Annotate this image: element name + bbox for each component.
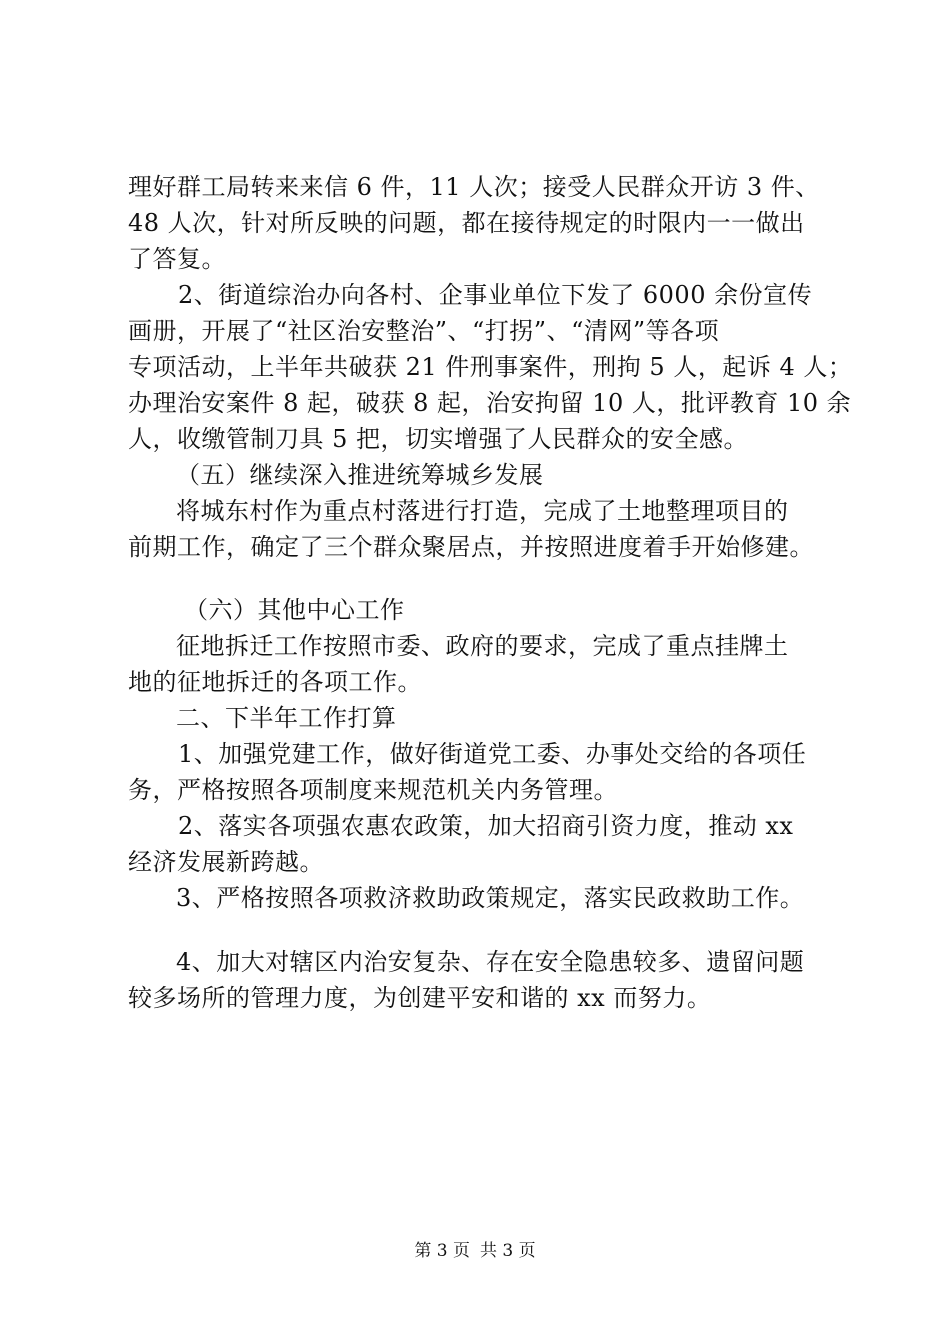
paragraph-line: 2、街道综治办向各村、企事业单位下发了 6000 余份宣传 [178, 281, 813, 309]
paragraph-line: 1、加强党建工作，做好街道党工委、办事处交给的各项任 [178, 740, 807, 768]
paragraph-line: 画册，开展了“社区治安整治”、“打拐”、“清网”等各项 [128, 317, 720, 345]
paragraph-line: 人，收缴管制刀具 5 把，切实增强了人民群众的安全感。 [128, 425, 749, 453]
page-number: 第 3 页 [414, 1241, 470, 1261]
paragraph-line: 经济发展新跨越。 [128, 848, 324, 876]
paragraph-line: 地的征地拆迁的各项工作。 [128, 668, 422, 696]
section-heading: （五）继续深入推进统筹城乡发展 [176, 461, 544, 489]
paragraph-line: 48 人次，针对所反映的问题，都在接待规定的时限内一一做出 [128, 209, 805, 237]
paragraph-line: 了答复。 [128, 245, 226, 273]
paragraph-line: 4、加大对辖区内治安复杂、存在安全隐患较多、遗留问题 [176, 948, 805, 976]
paragraph-line: 前期工作，确定了三个群众聚居点，并按照进度着手开始修建。 [128, 533, 814, 561]
page-footer [0, 1240, 950, 1262]
paragraph-line: 专项活动，上半年共破获 21 件刑事案件，刑拘 5 人，起诉 4 人； [128, 353, 853, 381]
paragraph-line: 征地拆迁工作按照市委、政府的要求，完成了重点挂牌土 [176, 632, 789, 660]
page-total: 共 3 页 [480, 1241, 536, 1261]
paragraph-line: 3、严格按照各项救济救助政策规定，落实民政救助工作。 [176, 884, 805, 912]
paragraph-line: 务，严格按照各项制度来规范机关内务管理。 [128, 776, 618, 804]
paragraph-line: 2、落实各项强农惠农政策，加大招商引资力度，推动 xx [178, 812, 794, 840]
paragraph-line: 办理治安案件 8 起，破获 8 起，治安拘留 10 人，批评教育 10 余 [128, 389, 852, 417]
section-heading: （六）其他中心工作 [184, 596, 405, 624]
section-heading: 二、下半年工作打算 [176, 704, 397, 732]
paragraph-line: 将城东村作为重点村落进行打造，完成了土地整理项目的 [176, 497, 789, 525]
paragraph-line: 理好群工局转来来信 6 件，11 人次；接受人民群众开访 3 件、 [128, 173, 820, 201]
paragraph-line: 较多场所的管理力度，为创建平安和谐的 xx 而努力。 [128, 984, 712, 1012]
